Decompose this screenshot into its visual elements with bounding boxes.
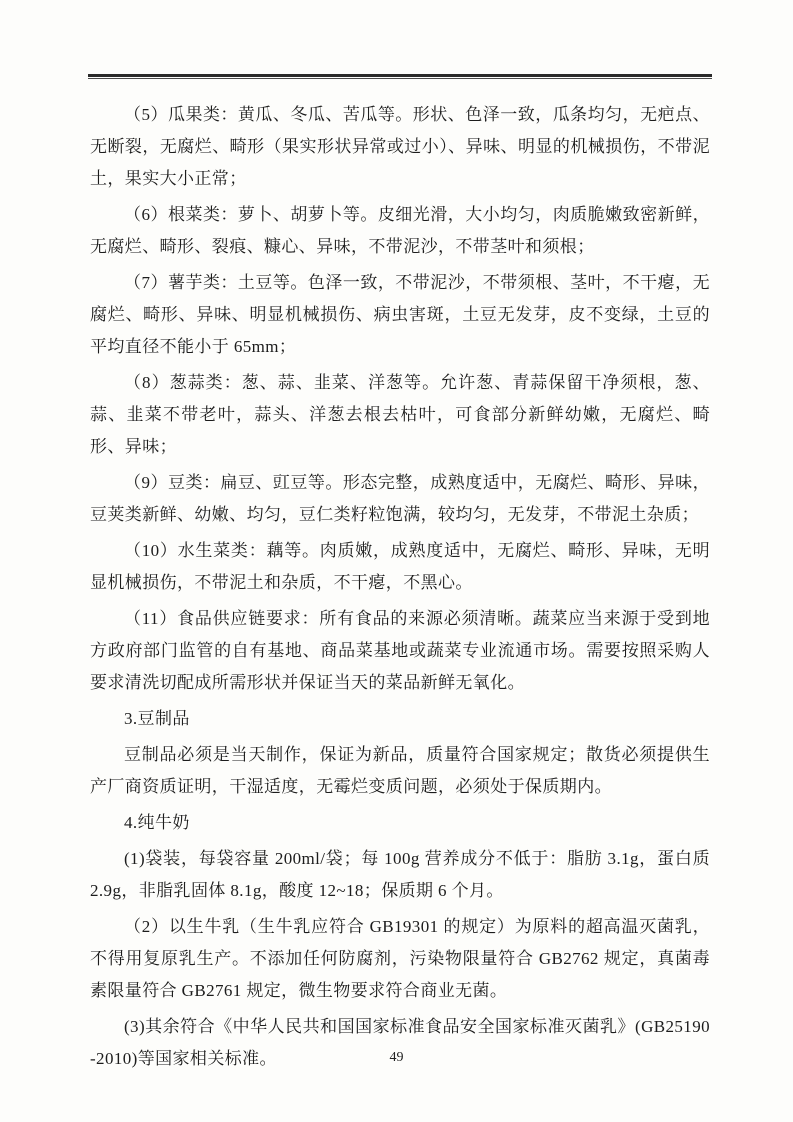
paragraph-item-5-melon-fruit-vegetables: （5）瓜果类：黄瓜、冬瓜、苦瓜等。形状、色泽一致，瓜条均匀，无疤点、无断裂，无腐烂、畸形（果实形状异常或过小）、异味、明显的机械损伤，不带泥土，果实大小正常； — [90, 105, 710, 188]
paragraph-item-6-root-vegetables: （6）根菜类：萝卜、胡萝卜等。皮细光滑，大小均匀，肉质脆嫩致密新鲜，无腐烂、畸形、裂痕、糠心、异味，不带泥沙，不带茎叶和须根； — [90, 205, 710, 256]
header-rule — [88, 74, 712, 80]
paragraph-milk-item-3-national-standard: (3)其余符合《中华人民共和国国家标准食品安全国家标准灭菌乳》(GB25190-2010)等国家相关标准。 — [90, 1017, 710, 1068]
document-body — [90, 99, 710, 1079]
paragraph-milk-item-2-raw-milk-standard: （2）以生牛乳（生牛乳应符合 GB19301 的规定）为原料的超高温灭菌乳，不得用复原乳生产。不添加任何防腐剂，污染物限量符合 GB2762 规定，真菌毒素限量符合 GB2761 规定，微生物要求符合商业无菌。 — [90, 917, 710, 1000]
page-number: 49 — [389, 1050, 404, 1065]
heading-soy-products: 3.豆制品 — [124, 709, 190, 728]
paragraph-item-7-potato-taro: （7）薯芋类：土豆等。色泽一致，不带泥沙，不带须根、茎叶，不干瘪，无腐烂、畸形、异味、明显机械损伤、病虫害斑，土豆无发芽，皮不变绿，土豆的平均直径不能小于 65mm； — [90, 273, 710, 356]
heading-pure-milk: 4.纯牛奶 — [124, 813, 190, 832]
paragraph-item-10-aquatic-vegetables: （10）水生菜类：藕等。肉质嫩，成熟度适中，无腐烂、畸形、异味，无明显机械损伤，不带泥土和杂质，不干瘪，不黑心。 — [90, 541, 710, 592]
paragraph-item-8-onion-garlic: （8）葱蒜类：葱、蒜、韭菜、洋葱等。允许葱、青蒜保留干净须根，葱、蒜、韭菜不带老叶，蒜头、洋葱去根去枯叶，可食部分新鲜幼嫩，无腐烂、畸形、异味； — [90, 373, 710, 456]
paragraph-milk-item-1-packaging: (1)袋装，每袋容量 200ml/袋；每 100g 营养成分不低于：脂肪 3.1g，蛋白质 2.9g，非脂乳固体 8.1g，酸度 12~18；保质期 6 个月。 — [90, 849, 710, 900]
paragraph-item-9-beans: （9）豆类：扁豆、豇豆等。形态完整，成熟度适中，无腐烂、畸形、异味，豆荚类新鲜、幼嫩、均匀，豆仁类籽粒饱满，较均匀，无发芽，不带泥土杂质； — [90, 473, 710, 524]
paragraph-soy-products-requirements: 豆制品必须是当天制作，保证为新品，质量符合国家规定；散货必须提供生产厂商资质证明，干湿适度，无霉烂变质问题，必须处于保质期内。 — [90, 745, 710, 796]
paragraph-item-11-supply-chain: （11）食品供应链要求：所有食品的来源必须清晰。蔬菜应当来源于受到地方政府部门监管的自有基地、商品菜基地或蔬菜专业流通市场。需要按照采购人要求清洗切配成所需形状并保证当天的菜品新鲜无氧化。 — [90, 609, 710, 692]
header-rule-thin-line — [88, 78, 712, 79]
